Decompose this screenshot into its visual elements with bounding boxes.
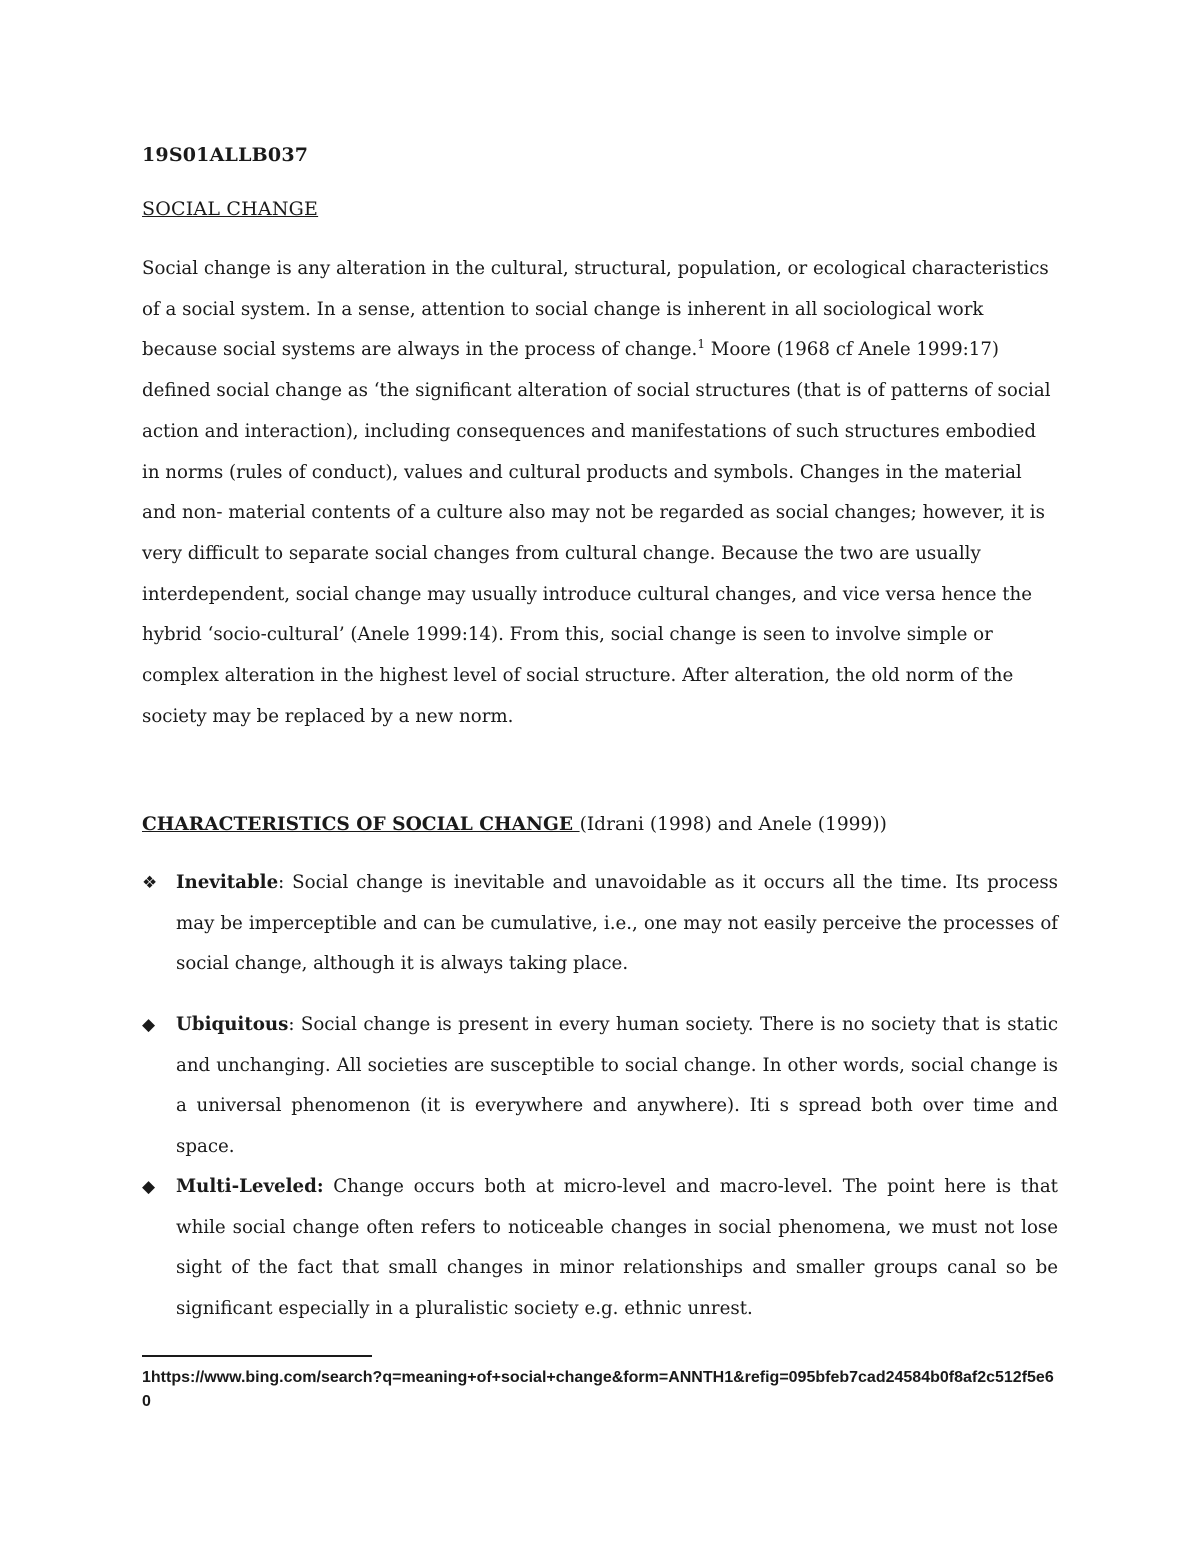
list-item-text [176,1005,1058,1168]
list-item-ubiquitous [142,1005,1058,1168]
intro-text-part-2: Moore (1968 cf Anele 1999:17) defined social change as ‘the significant alteration of social structures (that is of patterns of social action and interaction), including consequences and manifestations of such structures embodied in norms (rules of conduct), values and cultural products and symbols. Changes in the material and non- material contents of a culture also may not be regarded as social changes; however, it is very difficult to separate social changes from cultural change. Because the two are usually interdependent, social change may usually introduce cultural changes, and vice versa hence the hybrid ‘socio-cultural’ (Anele 1999:14). From this, social change is seen to involve simple or complex alteration in the highest level of social structure. After alteration, the old norm of the society may be replaced by a new norm. [142,339,1051,727]
section-heading-title: CHARACTERISTICS OF SOCIAL CHANGE [142,814,580,835]
page-title: SOCIAL CHANGE [142,198,319,220]
list-item-text [176,1167,1058,1330]
list-item-description: : Social change is present in every human society. There is no society that is static and unchanging. All societies are susceptible to social change. In other words, social change is a universal phenomenon (it is everywhere and anywhere). Iti s spread both over time and space. [176,1014,1058,1158]
document-id: 19S01ALLB037 [142,144,309,166]
list-item-description: Change occurs both at micro-level and macro-level. The point here is that while social change often refers to noticeable changes in social phenomena, we must not lose sight of the fact that small changes in minor relationships and smaller groups canal so be significant especially in a pluralistic society e.g. ethnic unrest. [176,1176,1058,1320]
list-item-inevitable [142,863,1058,985]
diamond-bullet-icon: ◆ [142,1177,156,1197]
section-heading [142,814,887,835]
list-item-term: Ubiquitous [176,1014,289,1035]
list-item-text [176,863,1058,985]
diamond-bullet-icon: ❖ [142,873,158,893]
list-item-multi-leveled [142,1167,1058,1330]
footnote-divider [142,1355,372,1357]
footnote-link[interactable]: 1https://www.bing.com/search?q=meaning+of+social+change&form=ANNTH1&refig=095bfeb7cad24584b0f8af2c512f5e60 [142,1369,1054,1410]
intro-text-part-1: Social change is any alteration in the cultural, structural, population, or ecological characteristics of a social system. In a sense, attention to social change is inherent in all sociological work because social systems are always in the process of change. [142,258,1049,361]
footnote-marker[interactable]: 1 [697,337,705,352]
diamond-bullet-icon: ◆ [142,1015,156,1035]
list-item-description: : Social change is inevitable and unavoidable as it occurs all the time. Its process may be imperceptible and can be cumulative, i.e., one may not easily perceive the processes of social change, although it is always taking place. [176,872,1058,975]
list-item-term: Multi-Leveled: [176,1176,324,1197]
section-heading-citation: (Idrani (1998) and Anele (1999)) [579,814,887,835]
list-item-term: Inevitable [176,872,279,893]
intro-paragraph [142,249,1058,737]
